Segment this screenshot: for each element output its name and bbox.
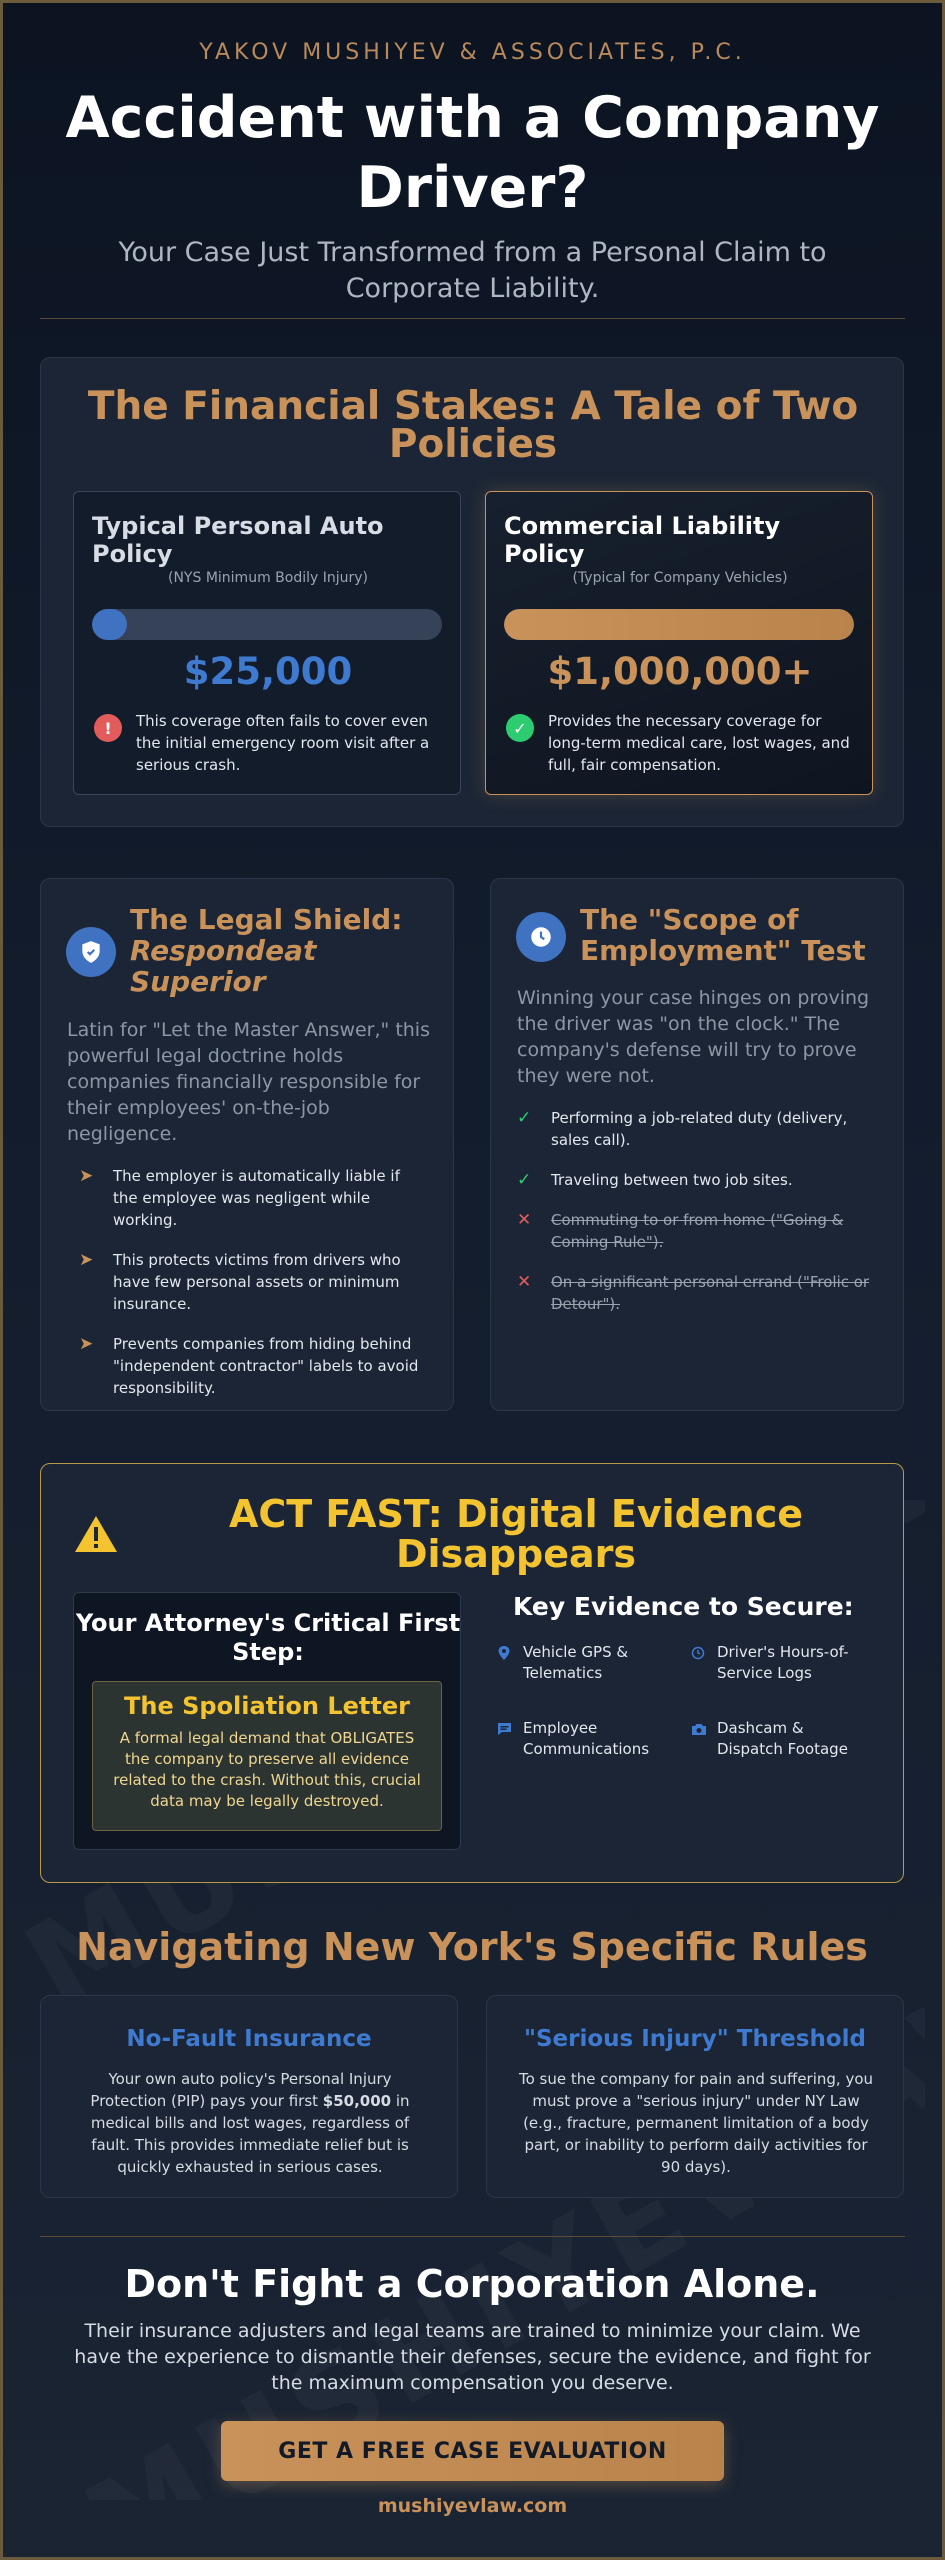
no-fault-card [40,1995,458,2198]
website-link[interactable]: mushiyevlaw.com [377,2495,568,2517]
chevron-right-icon: ➤ [79,1166,94,1186]
check-circle-icon: ✓ [506,714,534,742]
footer-text: Their insurance adjusters and legal teams are trained to minimize your claim. We have the experience to dismantle their defenses, secure the evidence, and fight for the maximum compensation you deserve. [74,2320,871,2394]
spoliation-text: A formal legal demand that OBLIGATES the company to preserve all evidence related to the crash. Without this, crucial data may be legally destroyed. [113,1729,421,1810]
header-divider [40,318,905,319]
no-fault-text: Your own auto policy's Personal Injury Protection (PIP) pays your first $50,000 in medical bills and lost wages, regardless of fault. This provides immediate relief but is quickly exhausted in serious cases. [90,2070,410,2176]
evidence-item-hos-logs: Driver's Hours-of-Service Logs [691,1642,871,1684]
attorney-step-heading: Your Attorney's Critical First Step: [75,1609,461,1666]
chevron-right-icon: ➤ [79,1250,94,1270]
list-item: ➤ This protects victims from drivers who have few personal assets or minimum insurance. [79,1250,401,1313]
legal-shield-lead: Latin for "Let the Master Answer," this powerful legal doctrine holds companies financially responsible for their employees' on-the-job negligence. [67,1019,430,1145]
chat-icon [497,1721,512,1742]
personal-policy-amount: $25,000 [183,650,353,693]
check-icon: ✓ [517,1108,532,1128]
commercial-policy-card [485,491,873,795]
list-item: ➤ The employer is automatically liable if the employee was negligent while working. [79,1166,400,1229]
commercial-policy-amount: $1,000,000+ [547,650,813,693]
alert-icon: ! [94,714,122,742]
legal-shield-list [79,1165,429,1417]
scope-checklist [517,1107,887,1333]
commercial-coverage-bar [504,609,854,640]
personal-policy-note: (NYS Minimum Bodily Injury) [168,570,368,586]
clock-icon [691,1645,705,1666]
chevron-right-icon: ➤ [79,1334,94,1354]
personal-policy-description: This coverage often fails to cover even the initial emergency room visit after a serious crash. [136,712,430,774]
serious-injury-text: To sue the company for pain and suffering, you must prove a "serious injury" under NY Law (e.g., fracture, permanent limitation of a body part, or inability to perform daily activities for 90 days). [518,2070,874,2176]
scope-heading: The "Scope of Employment" Test [580,903,866,967]
attorney-step-card [73,1592,461,1850]
evidence-item-gps: Vehicle GPS & Telematics [497,1642,677,1684]
header [0,40,945,307]
firm-name: YAKOV MUSHIYEV & ASSOCIATES, P.C. [199,40,746,65]
check-icon: ✓ [517,1170,532,1190]
list-item: ➤ Prevents companies from hiding behind "independent contractor" labels to avoid responsibility. [79,1334,419,1397]
commercial-coverage-fill [504,609,854,640]
page-title: Accident with a Company Driver? [65,85,880,221]
list-item: ✕ On a significant personal errand ("Frolic or Detour"). [517,1272,870,1313]
financial-stakes-title: The Financial Stakes: A Tale of Two Policies [87,384,859,467]
evidence-item-communications: Employee Communications [497,1718,677,1760]
footer-title: Don't Fight a Corporation Alone. [124,2262,820,2306]
x-icon: ✕ [517,1272,532,1292]
free-case-evaluation-button[interactable]: GET A FREE CASE EVALUATION [221,2421,724,2481]
scope-lead: Winning your case hinges on proving the driver was "on the clock." The company's defense will try to prove they were not. [517,987,870,1087]
clock-icon [516,912,566,962]
personal-coverage-bar [92,609,442,640]
financial-stakes-section [40,357,904,827]
legal-shield-card [40,878,454,1411]
list-item: ✕ Commuting to or from home ("Going & Coming Rule"). [517,1210,844,1251]
spoliation-title: The Spoliation Letter [124,1692,410,1720]
x-icon: ✕ [517,1210,532,1230]
shield-icon [66,927,116,977]
ny-rules-title: Navigating New York's Specific Rules [76,1925,868,1969]
commercial-policy-note: (Typical for Company Vehicles) [572,570,788,586]
commercial-policy-description: Provides the necessary coverage for long-term medical care, lost wages, and full, fair compensation. [548,712,850,774]
scope-of-employment-card [490,878,904,1411]
footer-divider [40,2236,905,2237]
page-subtitle: Your Case Just Transformed from a Personal Claim to Corporate Liability. [118,237,827,304]
key-evidence-title: Key Evidence to Secure: [513,1592,854,1621]
personal-policy-heading: Typical Personal Auto Policy [92,512,384,568]
act-fast-section [40,1463,904,1883]
legal-shield-heading: The Legal Shield: Respondeat Superior [130,903,403,998]
spoliation-letter-box [92,1681,442,1831]
personal-policy-card [73,491,461,795]
no-fault-heading: No-Fault Insurance [126,2026,372,2052]
list-item: ✓ Performing a job-related duty (delivery, sales call). [517,1108,848,1149]
evidence-item-dashcam: Dashcam & Dispatch Footage [691,1718,871,1760]
serious-injury-heading: "Serious Injury" Threshold [524,2026,866,2052]
warning-icon [73,1514,119,1558]
serious-injury-card [486,1995,904,2198]
list-item: ✓ Traveling between two job sites. [517,1170,793,1190]
camera-icon [691,1721,707,1742]
commercial-policy-heading: Commercial Liability Policy [504,512,781,568]
act-fast-title: ACT FAST: Digital Evidence Disappears [228,1492,804,1576]
personal-coverage-fill [92,609,127,640]
location-pin-icon [497,1645,511,1667]
